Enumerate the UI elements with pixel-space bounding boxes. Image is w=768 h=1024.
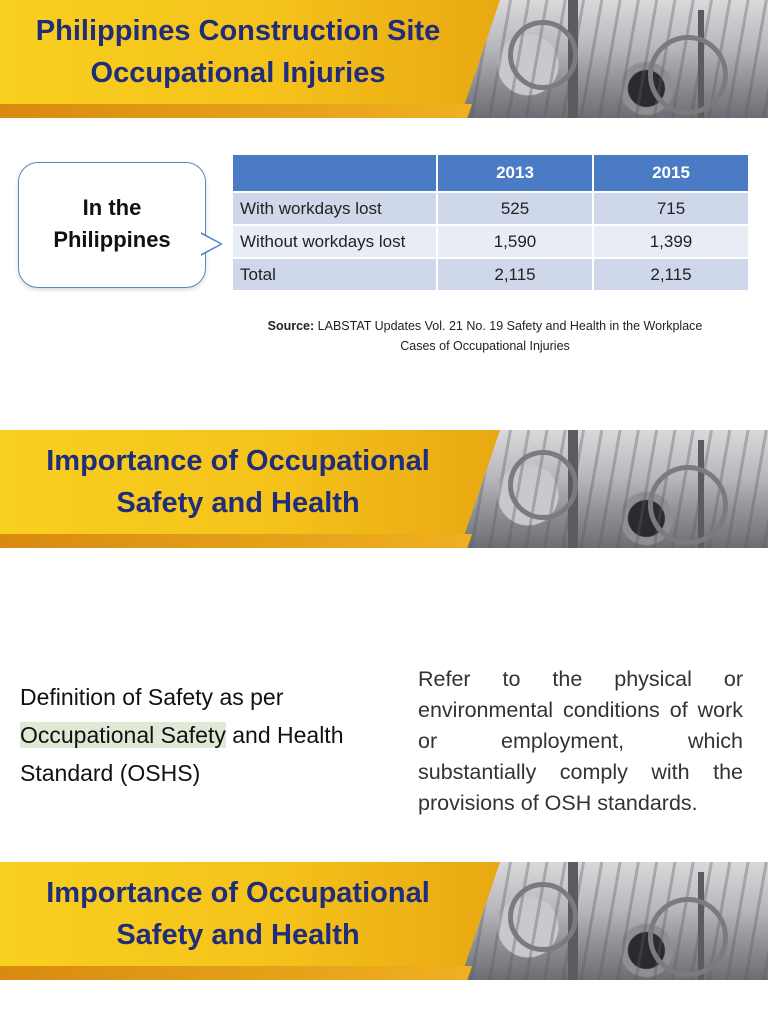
slide-2 — [0, 430, 768, 862]
table-row — [233, 225, 749, 258]
table-cell: 715 — [593, 192, 749, 225]
definition-text: Refer to the physical or environmental conditions of work or employment, which substantially comply with the provisions of OSH standards. — [418, 667, 743, 815]
table-cell: 2,115 — [593, 258, 749, 290]
table-header-cell: 2015 — [593, 155, 749, 192]
table-header-cell: 2013 — [437, 155, 593, 192]
construction-photo — [448, 430, 768, 548]
slide-title: Importance of Occupational Safety and Health — [46, 877, 430, 951]
row-label: Total — [233, 258, 437, 290]
construction-photo — [448, 0, 768, 118]
table-cell: 1,399 — [593, 225, 749, 258]
callout-text: In the Philippines — [53, 195, 171, 252]
injuries-table — [233, 155, 750, 290]
slide-1-banner — [0, 0, 768, 118]
table-header-row — [233, 155, 749, 192]
slide-title: Philippines Construction Site Occupational Injuries — [35, 15, 441, 89]
row-label: Without workdays lost — [233, 225, 437, 258]
table-row — [233, 192, 749, 225]
slide-2-banner — [0, 430, 768, 548]
table-cell: 1,590 — [437, 225, 593, 258]
slide-3-banner — [0, 862, 768, 980]
definition-heading: Definition of Safety as per Occupational Safety and Health Standard (OSHS) — [20, 684, 344, 786]
table-cell: 525 — [437, 192, 593, 225]
table-header-cell — [233, 155, 437, 192]
construction-photo — [448, 862, 768, 980]
table-cell: 2,115 — [437, 258, 593, 290]
slide-1 — [0, 0, 768, 410]
highlighted-term: Occupational Safety — [20, 722, 226, 748]
slide-title: Importance of Occupational Safety and Health — [46, 445, 430, 519]
table-row — [233, 258, 749, 290]
row-label: With workdays lost — [233, 192, 437, 225]
slide-3 — [0, 862, 768, 1024]
source-citation: Source: LABSTAT Updates Vol. 21 No. 19 Safety and Health in the Workplace Cases of Occupational Injuries — [267, 319, 703, 353]
